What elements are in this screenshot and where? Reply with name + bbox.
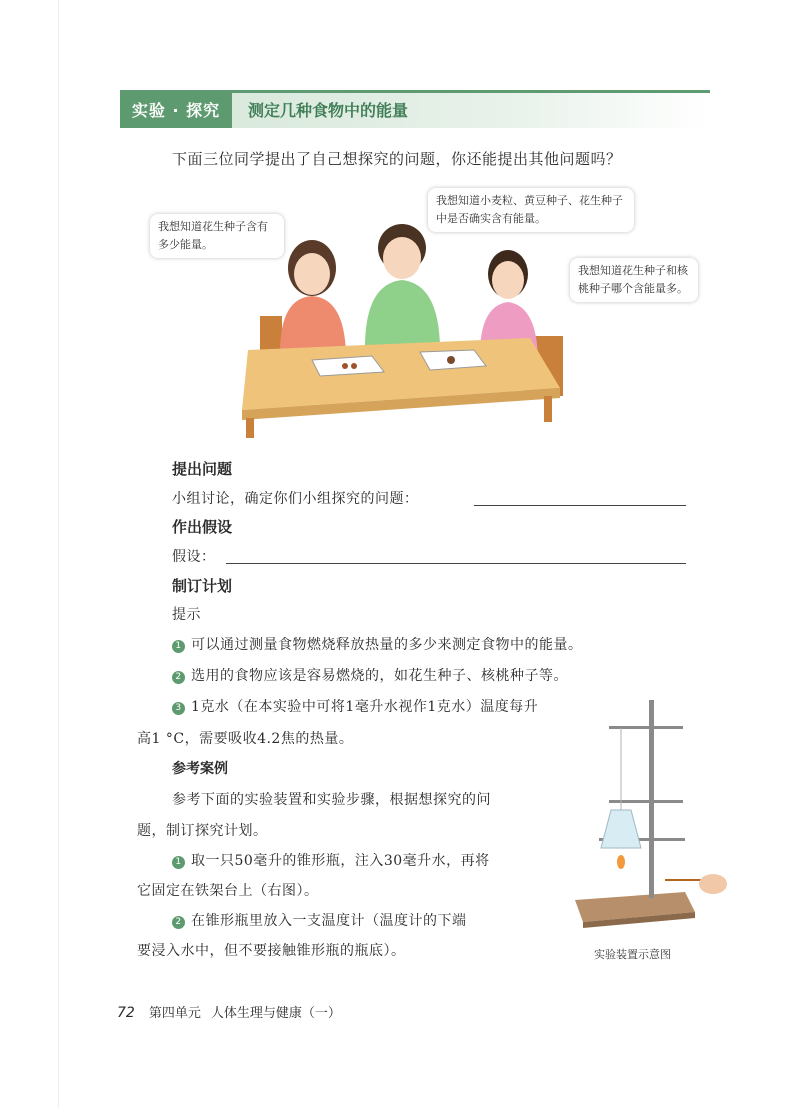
case-intro-line-1: 参考下面的实验装置和实验步骤，根据想探究的问 <box>172 792 491 808</box>
hint-text: 1克水（在本实验中可将1毫升水视作1克水）温度每升 <box>191 699 539 715</box>
students-illustration <box>140 188 700 438</box>
question-blank-line[interactable] <box>474 505 686 506</box>
step-item-2-continued: 要浸入水中，但不要接触锥形瓶的瓶底）。 <box>137 943 406 959</box>
page-edge <box>58 0 59 1108</box>
girl-left-sweater <box>280 296 346 353</box>
middle-clamp <box>609 800 683 803</box>
case-intro-line-2: 题，制订探究计划。 <box>137 823 268 839</box>
heading-plan: 制订计划 <box>172 577 233 595</box>
step-text: 取一只50毫升的锥形瓶，注入30毫升水，再将 <box>191 853 490 869</box>
boy-sweater <box>365 280 440 348</box>
number-badge: 2 <box>172 671 185 684</box>
question-prompt: 小组讨论，确定你们小组探究的问题： <box>172 491 419 507</box>
seed-icon <box>342 363 348 369</box>
table-leg <box>246 418 254 438</box>
page-title: 测定几种食物中的能量 <box>248 101 409 120</box>
hand-icon <box>699 874 727 894</box>
hint-text: 可以通过测量食物燃烧释放热量的多少来测定食物中的能量。 <box>191 637 583 653</box>
heading-reference-case: 参考案例 <box>172 761 228 777</box>
seed-icon <box>351 363 357 369</box>
page-number: 72 <box>117 1005 135 1021</box>
step-item-2 <box>172 910 467 930</box>
number-badge: 1 <box>172 640 185 653</box>
hint-text: 选用的食物应该是容易燃烧的，如花生种子、核桃种子等。 <box>191 668 568 684</box>
flame-icon <box>617 855 625 869</box>
number-badge: 1 <box>172 856 185 869</box>
hypothesis-prompt: 假设： <box>172 549 216 565</box>
section-banner <box>120 90 710 128</box>
speech-bubble-middle: 我想知道小麦粒、黄豆种子、花生种子中是否确实含有能量。 <box>428 188 634 232</box>
table-leg <box>544 396 552 422</box>
footer-unit: 第四单元 <box>148 1006 201 1021</box>
speech-bubble-left: 我想知道花生种子含有多少能量。 <box>150 214 284 258</box>
hypothesis-blank-line[interactable] <box>226 563 686 564</box>
step-item-1-continued: 它固定在铁架台上（右图）。 <box>137 883 319 899</box>
apparatus-figure <box>565 700 730 930</box>
page-footer <box>117 1002 341 1021</box>
walnut-icon <box>447 356 455 364</box>
hint-item-2 <box>172 665 568 685</box>
number-badge: 3 <box>172 702 185 715</box>
footer-chapter: 人体生理与健康（一） <box>210 1006 341 1021</box>
girl-left-face <box>294 253 330 295</box>
figure-caption: 实验装置示意图 <box>594 948 671 961</box>
upper-clamp <box>609 726 683 729</box>
girl-right-face <box>492 261 524 299</box>
heading-hypothesis: 作出假设 <box>172 518 233 536</box>
banner-tag: 实验 · 探究 <box>120 93 232 128</box>
hint-item-3 <box>172 696 538 716</box>
conical-flask <box>601 810 641 848</box>
number-badge: 2 <box>172 916 185 929</box>
step-item-1 <box>172 850 490 870</box>
apparatus-image <box>565 700 730 930</box>
hint-item-3-continued: 高1 °C，需要吸收4.2焦的热量。 <box>137 731 354 747</box>
step-text: 在锥形瓶里放入一支温度计（温度计的下端 <box>191 913 467 929</box>
boy-face <box>383 237 421 279</box>
speech-bubble-right: 我想知道花生种子和核桃种子哪个含能量多。 <box>570 258 698 302</box>
intro-text: 下面三位同学提出了自己想探究的问题，你还能提出其他问题吗？ <box>172 150 622 168</box>
stand-rod <box>649 700 654 898</box>
hint-label: 提示 <box>172 607 201 623</box>
heading-question: 提出问题 <box>172 460 233 478</box>
hint-item-1 <box>172 634 583 654</box>
